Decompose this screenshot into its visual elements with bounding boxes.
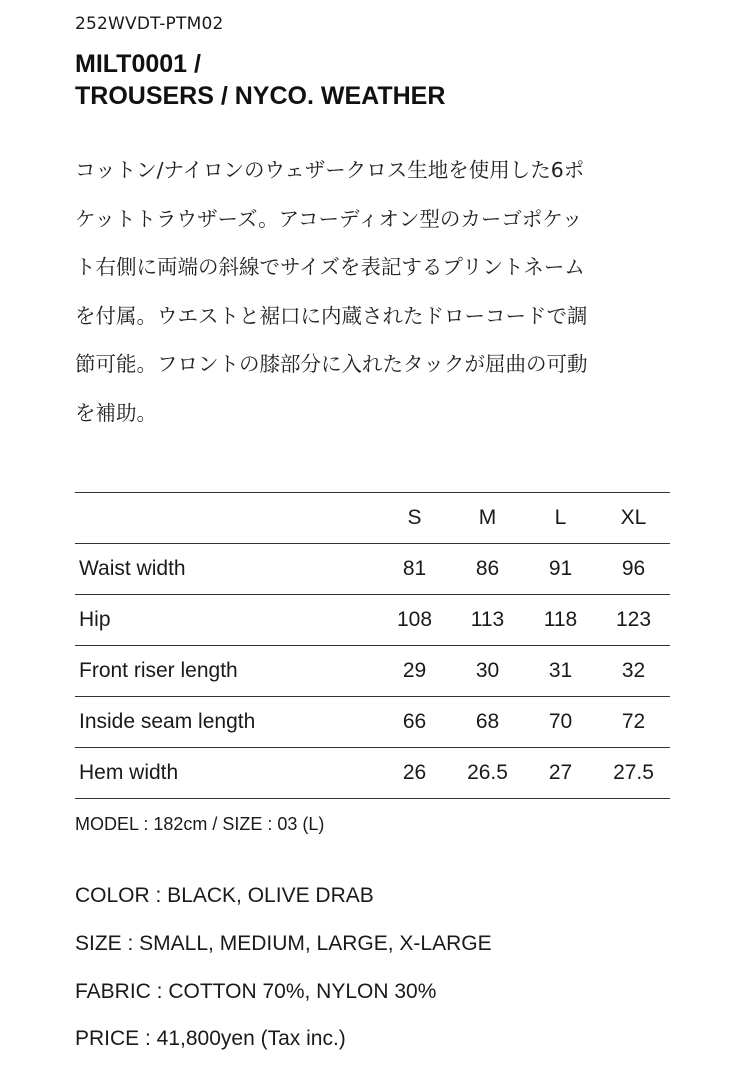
row-label: Hem width <box>75 748 378 799</box>
cell-value: 30 <box>451 646 524 697</box>
product-title <box>75 48 445 112</box>
description-line: を付属。ウエストと裾口に内蔵されたドローコードで調 <box>75 303 588 328</box>
cell-value: 72 <box>597 697 670 748</box>
cell-value: 27 <box>524 748 597 799</box>
cell-value: 27.5 <box>597 748 670 799</box>
header-cell-s: S <box>378 493 451 544</box>
row-label: Hip <box>75 595 378 646</box>
table-row <box>75 544 670 595</box>
cell-value: 26.5 <box>451 748 524 799</box>
cell-value: 108 <box>378 595 451 646</box>
table-row <box>75 646 670 697</box>
price-info: PRICE : 41,800yen (Tax inc.) <box>75 1027 346 1050</box>
row-label: Inside seam length <box>75 697 378 748</box>
table-row <box>75 697 670 748</box>
cell-value: 113 <box>451 595 524 646</box>
cell-value: 29 <box>378 646 451 697</box>
description-line: を補助。 <box>75 400 157 425</box>
cell-value: 66 <box>378 697 451 748</box>
size-info: SIZE : SMALL, MEDIUM, LARGE, X-LARGE <box>75 932 492 955</box>
header-cell-xl: XL <box>597 493 670 544</box>
model-info: MODEL : 182cm / SIZE : 03 (L) <box>75 814 325 834</box>
cell-value: 86 <box>451 544 524 595</box>
table-row <box>75 595 670 646</box>
product-code: 252WVDT-PTM02 <box>75 14 224 34</box>
cell-value: 32 <box>597 646 670 697</box>
row-label: Waist width <box>75 544 378 595</box>
cell-value: 68 <box>451 697 524 748</box>
fabric-info: FABRIC : COTTON 70%, NYLON 30% <box>75 980 437 1003</box>
cell-value: 123 <box>597 595 670 646</box>
cell-value: 70 <box>524 697 597 748</box>
size-table-header <box>75 493 670 544</box>
cell-value: 26 <box>378 748 451 799</box>
color-info: COLOR : BLACK, OLIVE DRAB <box>75 884 374 907</box>
description-line: ト右側に両端の斜線でサイズを表記するプリントネーム <box>75 255 585 280</box>
size-table <box>75 492 670 799</box>
description-line: ケットトラウザーズ。アコーディオン型のカーゴポケッ <box>75 206 583 231</box>
product-description <box>75 146 675 438</box>
table-row <box>75 748 670 799</box>
cell-value: 31 <box>524 646 597 697</box>
cell-value: 118 <box>524 595 597 646</box>
header-cell-m: M <box>451 493 524 544</box>
header-cell-l: L <box>524 493 597 544</box>
description-line: コットン/ナイロンのウェザークロス生地を使用した6ポ <box>75 158 585 182</box>
cell-value: 96 <box>597 544 670 595</box>
product-title-line2: TROUSERS / NYCO. WEATHER <box>75 82 446 110</box>
product-title-line1: MILT0001 / <box>75 50 201 78</box>
description-line: 節可能。フロントの膝部分に入れたタックが屈曲の可動 <box>75 352 588 377</box>
cell-value: 81 <box>378 544 451 595</box>
row-label: Front riser length <box>75 646 378 697</box>
cell-value: 91 <box>524 544 597 595</box>
header-cell <box>75 493 378 544</box>
